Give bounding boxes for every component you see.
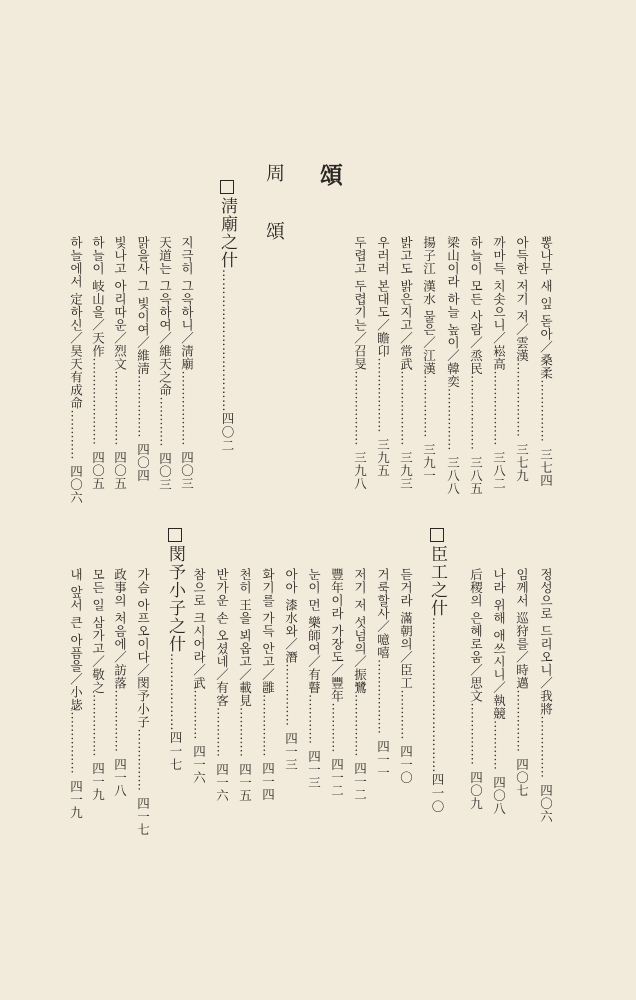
section-heading[interactable]: 閔予小子之什………………四一七 bbox=[166, 528, 183, 772]
toc-entry[interactable]: 梁山이라 하늘 높이／韓奕……………三八八 bbox=[445, 236, 461, 496]
toc-entry[interactable]: 나라 위해 애쓰시니／執競…………四〇八 bbox=[491, 568, 507, 815]
toc-entry[interactable]: 豐年이라 가장도／豐年…………四一二 bbox=[329, 568, 345, 798]
toc-entry[interactable]: 하늘에서 定하신／昊天有成命…………四〇六 bbox=[68, 236, 84, 505]
toc-entry[interactable]: 빛나고 아리따운／烈文………………四〇五 bbox=[112, 236, 128, 491]
toc-entry[interactable]: 后稷의 은혜로움／思文……………四〇九 bbox=[468, 568, 484, 810]
book-title: 頌 bbox=[316, 163, 343, 192]
toc-entry[interactable]: 맑을사 그 빛이여／維淸……………四〇四 bbox=[135, 236, 151, 483]
toc-entry[interactable]: 우러러 본대도／瞻卬………………三九五 bbox=[375, 236, 391, 478]
toc-entry[interactable]: 반가운 손 오셨네／有客…………四一六 bbox=[214, 568, 230, 802]
toc-entry[interactable]: 까마득 치솟으니／崧高………………三八二 bbox=[491, 236, 507, 491]
section-marker bbox=[430, 528, 444, 542]
toc-entry[interactable]: 저기 저 섯넘의／振鷺……………四一二 bbox=[352, 568, 368, 802]
toc-entry[interactable]: 지극히 그윽하니／淸廟………………四〇三 bbox=[179, 236, 195, 491]
toc-entry[interactable]: 정성으로 드리오니／我將……………四〇六 bbox=[538, 568, 554, 823]
toc-entry[interactable]: 아아 漆水와／潛……………四一三 bbox=[283, 568, 299, 771]
toc-entry[interactable]: 政事의 처음에／訪落……………四一八 bbox=[112, 568, 128, 797]
section-marker bbox=[220, 180, 234, 194]
toc-entry[interactable]: 거룩할사／噫嘻………………四一一 bbox=[375, 568, 391, 779]
toc-entry[interactable]: 모든 일 삼가고／敬之……………四一九 bbox=[90, 568, 106, 802]
toc-entry[interactable]: 두렵고 두렵기는／召旻………………三九八 bbox=[352, 236, 368, 491]
book-subtitle: 周 頌 bbox=[263, 163, 285, 250]
toc-entry[interactable]: 밝고도 밝은지고／常武………………三九三 bbox=[398, 236, 414, 491]
toc-entry[interactable]: 揚子江 漢水 물은／江漢……………三九一 bbox=[421, 236, 437, 483]
toc-entry[interactable]: 내 앞서 큰 아픔을／小毖……………四一九 bbox=[68, 568, 84, 819]
section-marker bbox=[168, 528, 182, 542]
toc-entry[interactable]: 하늘이 岐山을／天作…………………四〇五 bbox=[90, 236, 106, 490]
section-heading[interactable]: 淸廟之什……………………………四〇二 bbox=[218, 180, 235, 453]
toc-entry[interactable]: 뽕나무 새 잎 돋아／桑柔……………三七四 bbox=[538, 236, 554, 487]
toc-entry[interactable]: 임께서 巡狩를／時邁……………四〇七 bbox=[514, 568, 530, 797]
toc-entry[interactable]: 하늘이 모든 사람／烝民………………三八五 bbox=[468, 236, 484, 495]
toc-entry[interactable]: 참으로 크시어라／武…………四一六 bbox=[191, 568, 207, 785]
toc-entry[interactable]: 天道는 그윽하여／維天之命…………四〇三 bbox=[157, 236, 173, 492]
section-heading[interactable]: 臣工之什………………………………四一〇 bbox=[428, 528, 445, 814]
toc-entry[interactable]: 듣거라 滿朝의／臣工…………四一〇 bbox=[398, 568, 414, 785]
toc-entry[interactable]: 눈이 먼 樂師여／有瞽…………四一三 bbox=[306, 568, 322, 789]
toc-entry[interactable]: 아득한 저기 저／雲漢………………三七九 bbox=[514, 236, 530, 482]
toc-entry[interactable]: 천히 王을 뵈옵고／載見…………四一五 bbox=[237, 568, 253, 802]
toc-entry[interactable]: 화기를 가득 안고／雝……………四一四 bbox=[260, 568, 276, 802]
toc-entry[interactable]: 가슴 아프오이다／閔予小子……………四一七 bbox=[135, 568, 151, 836]
